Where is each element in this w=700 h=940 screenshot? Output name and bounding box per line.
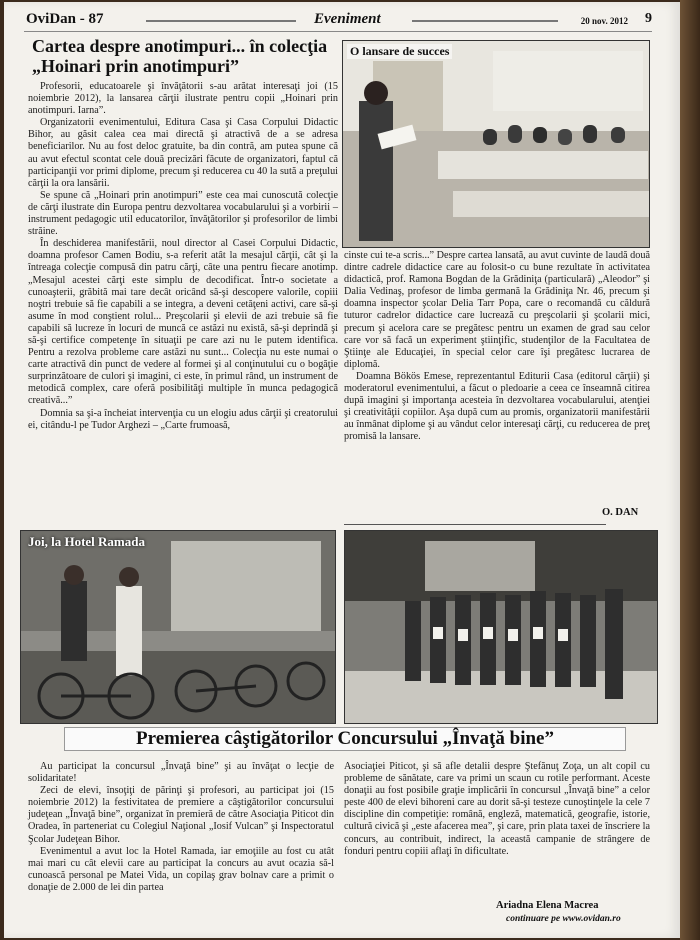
page-header	[14, 8, 662, 28]
paragraph: Se spune că „Hoinari prin anotimpuri” este cea mai cunoscută colecţie de cărţi ilustrate din Europa pentru dezvoltarea vocabularului şi a vorbirii – instrument pedagogic util educatorilor, învăţătorilor şi profesorilor de limbi străine.	[28, 189, 338, 238]
article1-author: O. DAN	[602, 507, 639, 518]
paragraph: cinste cui te-a scris...” Despre cartea lansată, au avut cuvinte de laudă două dintre cadrele didactice care au folosit-o cu bune rezultate în activitatea didactică, prof. Ramona Bogdan de la Grădiniţa (particulară) „Aleodor” şi Dalia Vedinaş, profesor de limba germană la Grădiniţa Nr. 46, precum şi doamna inspector şcolar Delia Tarr Popa, care o recomandă cu căldură tuturor cadrelor didactice care lucrează cu preşcolarii şi şcolarii mici, precum şi acelora care se pregătesc pentru un examen de grad sau celor care vor să facă un experiment ştiinţific, studenţilor de la Facultatea de Ştiinţe ale Educaţiei, în special celor care îşi pregătesc lucrarea de diplomă.	[344, 250, 650, 370]
paragraph: Asociaţiei Piticot, şi să afle detalii despre Ştefănuţ Zoţa, un alt copil cu probleme de sănătate, care va primi un scaun cu rotile performant. Aceste donaţii au fost posibile graţie implicării în concursul „Învaţă bine” a celor peste 400 de elevi bihoreni care au dorit să-şi testeze cunoştinţele la cele 7 discipline din competiţie: română, engleză, matematică, geografie, istorie, cultură civică şi „este afacerea mea”, şi care, prin plata taxei de înscriere la concurs, au contribuit, indirect, la această campanie de strângere de fonduri pentru copiii aflaţi în dificultate.	[344, 761, 650, 857]
bicycles-photo-illustration	[21, 531, 335, 723]
paragraph: Evenimentul a avut loc la Hotel Ramada, iar emoţiile au fost cu atât mai mari cu cât elevii care au participat la concurs au avut ocazia să-l cunoască personal pe Matei Vida, un copilaş grav bolnav care a primit o donaţie de 2.000 de lei din partea	[28, 845, 334, 893]
article-separator	[344, 524, 606, 525]
paragraph: Profesorii, educatoarele şi învăţătorii s-au arătat interesaţi joi (15 noiembrie 2012), la lansarea cărţii ilustrate pentru copii „Hoinari prin anotimpuri. Iarna”.	[28, 81, 338, 117]
paragraph: Domnia sa şi-a încheiat intervenţia cu un elogiu adus cărţii şi creatorului ei, citându-l pe Tudor Arghezi – „Carte frumoasă,	[28, 407, 338, 431]
header-rule	[24, 31, 652, 32]
article2-title: Premierea câştigătorilor Concursului „Învaţă bine”	[64, 727, 626, 751]
paragraph: În deschiderea manifestării, noul director al Casei Corpului Didactic, doamna profesor Camen Bodiu, s-a referit atât la mesajul cărţii, cât şi la întreaga colecţie compusă din patru cărţi, câte una pentru fiecare anotimp. „Mesajul acestei cărţi este simplu de decodificat. Într-o societate a cunoaşterii, grăbită mai tare decât oricând să-şi descopere valorile, copiii noştri trebuie să fie capabili a se integra, a deveni cetăţeni activi, care să-şi asume în mod conştient rolul... Preşcolarii şi elevii de azi trebuie să fie capabili să lucreze în locuri de muncă ce astăzi nu există, să-şi deprindă şi să-şi certifice competenţe în situaţii pe care azi nu le putem identifica. Pentru a rezolva probleme care astăzi nu sunt... Colecţia nu este numai o carte atractivă din punct de vedere al formei şi al conţinutului cu o bogăţie surprinzătoare de culori şi imagini, ci este, în primul rând, un instrument de metodică complex, care oferă posibilităţi multiple în munca pedagogică creativă...”	[28, 238, 338, 407]
photo-hotel-ramada	[20, 530, 336, 724]
article2-author: Ariadna Elena Macrea	[496, 900, 599, 911]
article2-column-1	[28, 761, 334, 894]
newspaper-page	[4, 2, 680, 938]
photo-caption: Joi, la Hotel Ramada	[28, 534, 145, 549]
section-name: Eveniment	[314, 11, 381, 27]
paragraph: Doamna Bökös Emese, reprezentantul Editurii Casa (editorul cărţii) şi moderatorul evenimentului, a făcut o pledoarie a ceea ce înseamnă citirea după imagini şi importanţa acesteia în dezvoltarea vocabularului, atenţiei şi creativităţii copiilor. Aşa după cum au promis, organizatorii manifestării au înmânat diplome şi au vândut celor interesaţi cărţi, cu reducerea de preţ promisă la lansare.	[344, 370, 650, 443]
article1-left-column	[28, 81, 338, 432]
paragraph: Organizatorii evenimentului, Editura Casa şi Casa Corpului Didactic Bihor, au găsit calea cea mai directă şi atractivă de a se adresa beneficiarilor. Nu au fost deloc gratuite, ba din contră, am putea spune că au avut efectul scontat cele două precizări făcute de organizatori, faptul că participanţii vor primi diplome, precum şi reducerea cu 40 la sută a preţului cărţii la ora lansării.	[28, 117, 338, 189]
article1-title: Cartea despre anotimpuri... în colecţia „Hoinari prin anotimpuri”	[32, 36, 328, 76]
continuation-link[interactable]: continuare pe www.ovidan.ro	[506, 914, 621, 924]
header-line	[146, 20, 296, 22]
header-line	[412, 20, 558, 22]
issue-date: 20 nov. 2012	[580, 16, 628, 26]
photo-caption: O lansare de succes	[347, 44, 452, 59]
classroom-photo-illustration	[343, 41, 649, 247]
group-photo-illustration	[345, 531, 657, 723]
photo-award-ceremony	[344, 530, 658, 724]
article2-column-2	[344, 761, 650, 858]
page-number: 9	[645, 11, 652, 26]
article1-right-column	[344, 250, 650, 444]
background-edge	[680, 0, 700, 940]
publication-name: OviDan - 87	[26, 11, 104, 27]
paragraph: Au participat la concursul „Învaţă bine” şi au învăţat o lecţie de solidaritate!	[28, 761, 334, 785]
photo-book-launch	[342, 40, 650, 248]
paragraph: Zeci de elevi, însoţiţi de părinţi şi profesori, au participat joi (15 noiembrie 2012) la festivitatea de premiere a câştigătorilor concursului judeţean „Învaţă bine”, organizat în premieră de către Asociaţia Piticot din Oradea, în parteneriat cu Colegiul Naţional „Iosif Vulcan” şi Inspectoratul Şcolar Judeţean Bihor.	[28, 785, 334, 845]
